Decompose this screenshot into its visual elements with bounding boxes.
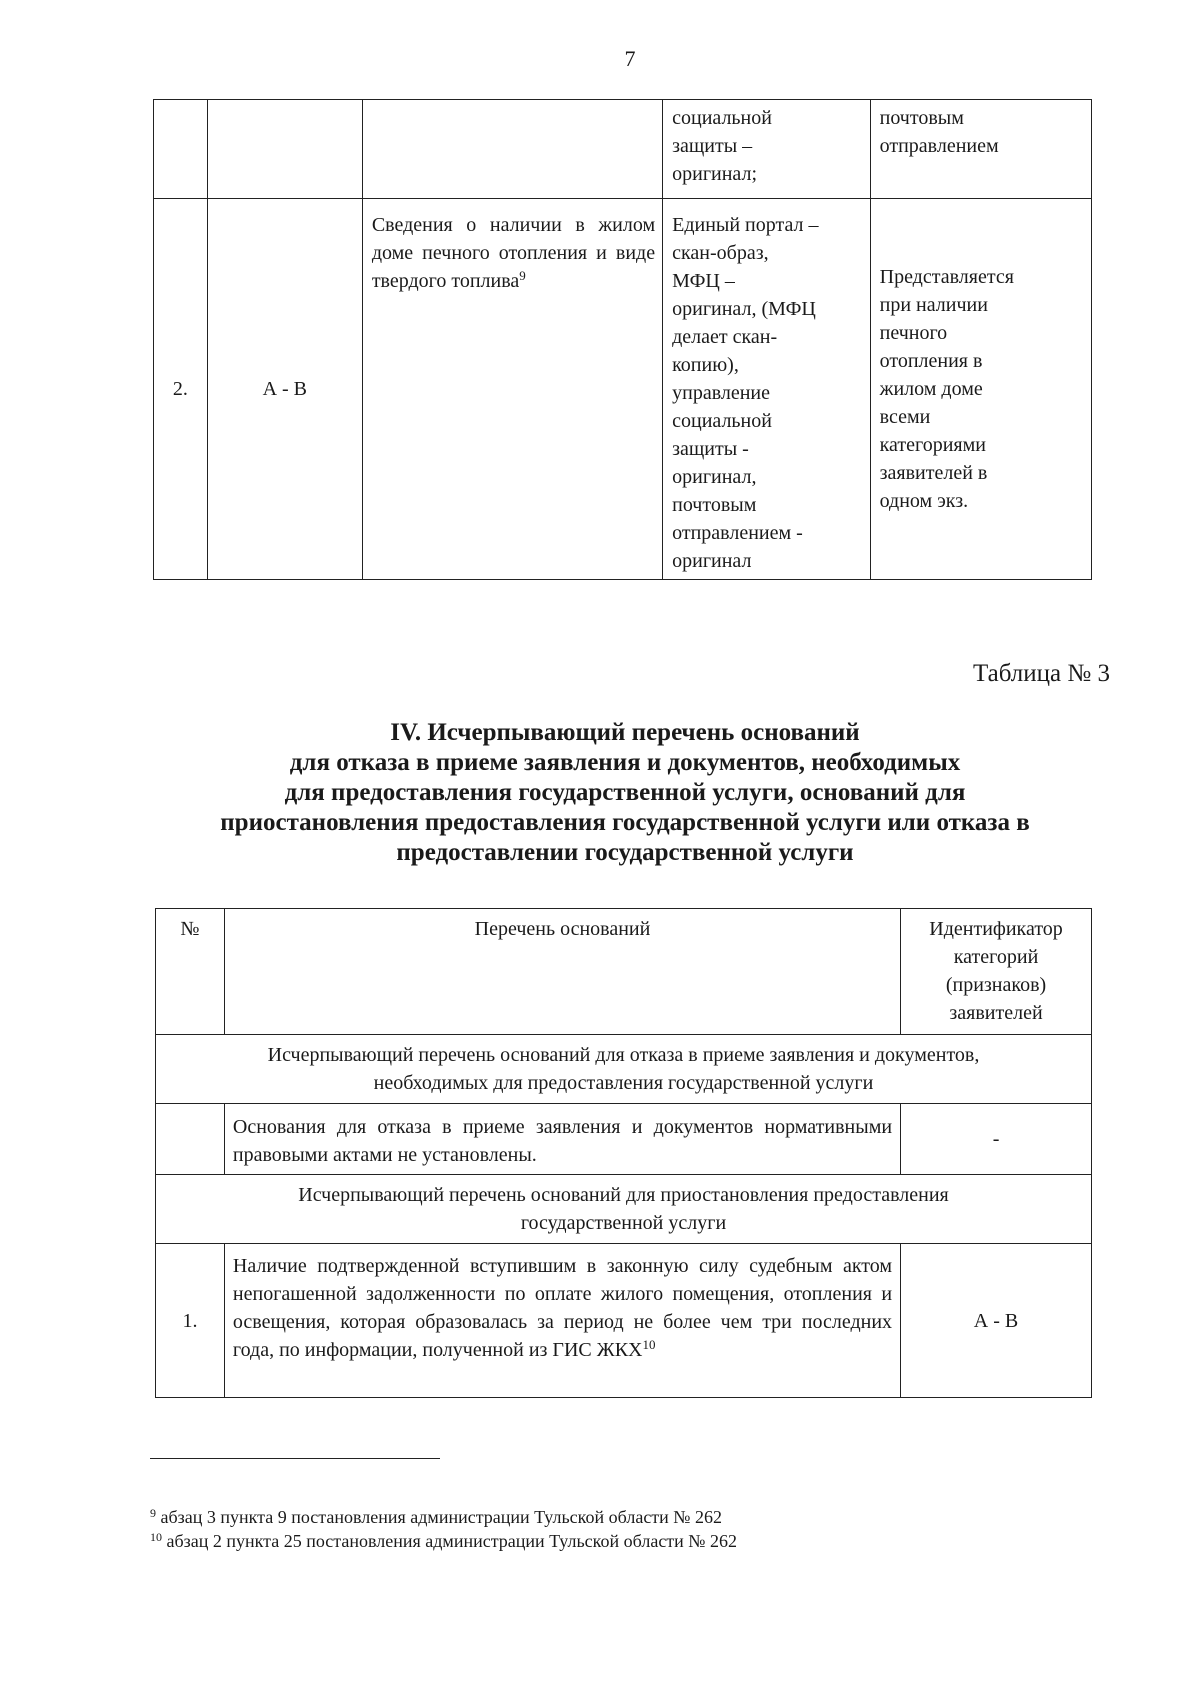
section-title-suspension	[156, 1175, 1092, 1244]
section-line: Исчерпывающий перечень оснований для отказа в приеме заявления и документов,	[267, 1044, 980, 1066]
header-line: категорий	[953, 946, 1039, 968]
delivery-line: отправлением -	[672, 522, 803, 544]
delivery-line: делает скан-	[672, 326, 778, 348]
note-line: заявителей в	[879, 462, 988, 484]
section-line: государственной услуги	[520, 1212, 727, 1234]
section-heading	[150, 718, 1100, 868]
applicant-category: А - В	[207, 199, 362, 580]
table-cell	[154, 100, 208, 199]
row-number: 2.	[154, 199, 208, 580]
note-line: одном экз.	[879, 490, 969, 512]
footnote-mark: 10	[150, 1530, 162, 1544]
section-line: необходимых для предоставления государственной услуги	[373, 1072, 874, 1094]
delivery-line: Единый портал –	[672, 214, 819, 236]
row-number: 1.	[156, 1244, 225, 1398]
header-identifier	[901, 909, 1092, 1035]
footnote-mark: 9	[150, 1506, 156, 1520]
note-line: категориями	[879, 434, 986, 456]
section-title-text	[156, 1041, 1091, 1097]
delivery-line: защиты -	[672, 438, 749, 460]
table-cell	[663, 100, 871, 199]
heading-line: приостановления предоставления государственной услуги или отказа в	[220, 809, 1030, 836]
note-line: жилом доме	[879, 378, 983, 400]
section-title-refusal	[156, 1035, 1092, 1104]
delivery-line: копию),	[672, 354, 739, 376]
table-label: Таблица № 3	[972, 660, 1110, 687]
row-number	[156, 1104, 225, 1175]
section-row	[156, 1035, 1092, 1104]
footnote	[150, 1505, 737, 1529]
delivery-line: МФЦ –	[672, 270, 735, 292]
note-line: при наличии	[879, 294, 988, 316]
note-line: отопления в	[879, 350, 983, 372]
footnotes	[150, 1505, 737, 1553]
table-row	[154, 199, 1092, 580]
grounds-text-cell	[224, 1104, 900, 1175]
header-num: №	[156, 909, 225, 1035]
grounds-text: Наличие подтвержденной вступившим в законную силу судебным актом непогашенной задолженности по оплате жилого помещения, отопления и освещения, которая образовалась за период не более чем три последних года, по информации, полученной из ГИС ЖКХ$^{10}$	[232, 1255, 893, 1361]
table-cell	[870, 100, 1091, 199]
note-text: почтовым отправлением	[879, 107, 999, 157]
identifier-cell: -	[901, 1104, 1092, 1175]
grounds-table	[155, 908, 1092, 1398]
header-line: заявителей	[949, 1002, 1043, 1024]
page-number: 7	[624, 46, 636, 71]
section-title-text	[156, 1181, 1091, 1237]
document-name: Сведения о наличии в жилом доме печного отопления и виде твердого топлива$^9$	[371, 214, 656, 292]
header-identifier-text	[901, 915, 1091, 1027]
document-name-cell	[362, 199, 662, 580]
delivery-method-list	[672, 203, 863, 575]
footnote	[150, 1529, 737, 1553]
footnote-separator	[150, 1458, 440, 1459]
grounds-text-cell	[224, 1244, 900, 1398]
heading-line: IV. Исчерпывающий перечень оснований	[390, 719, 860, 746]
delivery-line: скан-образ,	[672, 242, 769, 264]
identifier-cell: А - В	[901, 1244, 1092, 1398]
table-header-row	[156, 909, 1092, 1035]
table-row	[156, 1104, 1092, 1175]
table-cell	[207, 100, 362, 199]
delivery-line: социальной	[672, 410, 772, 432]
header-line: Идентификатор	[929, 918, 1063, 940]
table-row	[156, 1244, 1092, 1398]
table-cell	[362, 100, 662, 199]
footnote-text: абзац 2 пункта 25 постановления администрации Тульской области № 262	[162, 1531, 737, 1551]
delivery-method-cell	[663, 199, 871, 580]
heading-line: предоставлении государственной услуги	[396, 839, 854, 866]
heading-line: для отказа в приеме заявления и документов, необходимых	[289, 749, 961, 776]
delivery-method-text: социальной защиты – оригинал;	[672, 107, 772, 185]
note-line: печного	[879, 322, 948, 344]
documents-table-continuation	[153, 99, 1092, 580]
note-line: всеми	[879, 406, 931, 428]
delivery-line: оригинал,	[672, 466, 757, 488]
section-row	[156, 1175, 1092, 1244]
footnote-text: абзац 3 пункта 9 постановления администрации Тульской области № 262	[156, 1507, 722, 1527]
note-list	[880, 263, 1084, 515]
section-line: Исчерпывающий перечень оснований для приостановления предоставления	[298, 1184, 949, 1206]
footnote-ref: 10	[642, 1337, 656, 1352]
delivery-line: почтовым	[672, 494, 757, 516]
note-line: Представляется	[879, 266, 1014, 288]
header-grounds: Перечень оснований	[224, 909, 900, 1035]
footnote-ref: 9	[519, 268, 526, 283]
delivery-line: управление	[672, 382, 771, 404]
delivery-line: оригинал	[672, 550, 752, 572]
heading-line: для предоставления государственной услуги, оснований для	[284, 779, 966, 806]
delivery-line: оригинал, (МФЦ	[672, 298, 816, 320]
note-cell	[870, 199, 1091, 580]
table-row	[154, 100, 1092, 199]
grounds-text: Основания для отказа в приеме заявления и документов нормативными правовыми актами не установлены.	[232, 1116, 893, 1166]
header-line: (признаков)	[945, 974, 1047, 996]
